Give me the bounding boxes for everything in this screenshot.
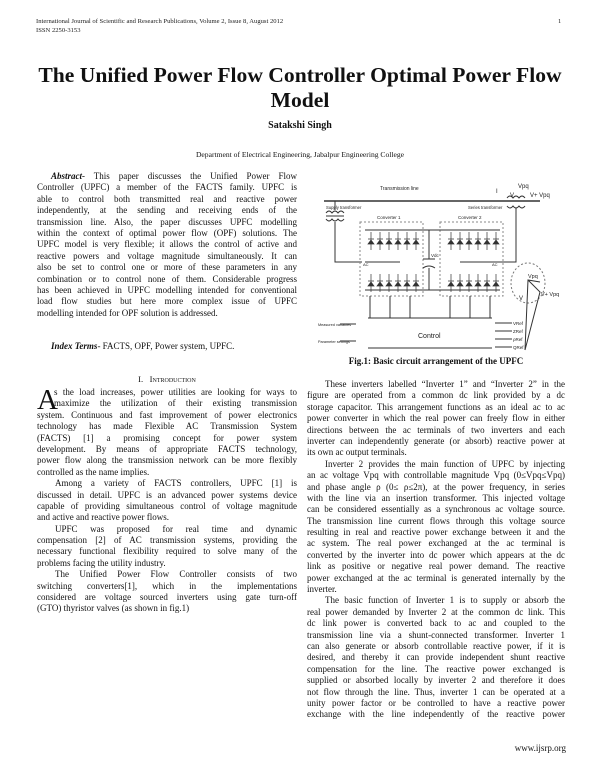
abstract-line: combination or to control none of them. Considerable progress xyxy=(37,273,297,284)
paragraph-line: power exchanged at the ac terminal is generated internally by the xyxy=(307,572,565,583)
paragraph-line: (FACTS) [1] a promising concept for power system xyxy=(37,432,297,443)
diode-icon xyxy=(475,232,481,250)
paragraph-line: The basic function of Inverter 1 is to supply or absorb the xyxy=(325,595,565,606)
paragraph-line: system. Continuous and fast improvement of power electronics xyxy=(37,409,297,420)
diode-icon xyxy=(484,232,490,250)
abstract-line: has been achieved in UPFC modelling intended for conventional xyxy=(37,284,297,295)
diode-icon xyxy=(475,274,481,292)
paragraph-line: The Unified Power Flow Controller consists of two xyxy=(55,569,297,580)
paragraph-line: an ac voltage Vpq with controllable magnitude Vpq (0≤Vpq≤Vpq) xyxy=(307,470,565,481)
diode-icon xyxy=(466,274,472,292)
paragraph-line: with the line via an insertion transformer. This injected voltage xyxy=(307,492,565,503)
diode-icon xyxy=(386,232,392,250)
paragraph-line: s the load increases, power utilities are looking for ways to xyxy=(54,387,297,397)
paragraph-line: (GTO) thyristor valves (as shown in fig.1) xyxy=(37,603,190,614)
abstract-line: transmission line. Also, the paper discusses UPFC modelling xyxy=(37,216,297,227)
diode-icon xyxy=(368,232,374,250)
paragraph-line: switching converters[1], which in the implementations xyxy=(37,580,297,591)
paragraph-line: capable of providing simultaneous control of voltage magnitude xyxy=(37,500,297,511)
paragraph-line: power flow along the transmission network can be more flexibly xyxy=(37,455,297,466)
drop-cap: A xyxy=(37,384,58,416)
index-terms-label: Index Terms xyxy=(51,341,98,351)
diode-icon xyxy=(493,232,499,250)
paragraph-line: can be considered essentially as a synchronous ac voltage source. xyxy=(307,504,565,515)
paragraph-line: supplied or absorbed locally by inverter 2 and therefore it does xyxy=(307,675,565,686)
paragraph-line: controlled as the name implies. xyxy=(37,466,150,477)
paragraph-line: and active and reactive power flows. xyxy=(37,512,169,523)
paragraph-line: The transmission line current flows through this voltage source xyxy=(307,515,565,526)
paragraph-line: These inverters labelled “Inverter 1” and “Inverter 2” in the xyxy=(325,379,565,389)
paper-title-line-1: The Unified Power Flow Controller Optimal Power Flow xyxy=(38,63,562,87)
phasor-sum-label: V+ Vpq xyxy=(541,292,560,298)
parameter-settings-label: Parameter settings xyxy=(318,340,350,344)
paragraph-line: and phase angle ρ (0≤ ρ≤2π), at the power frequency, in series xyxy=(307,481,565,492)
paragraph-line: resulting in real and reactive power exchange between it and the xyxy=(307,527,565,538)
diode-icon xyxy=(457,232,463,250)
abstract-label: Abstract- xyxy=(51,171,86,181)
affiliation: Department of Electrical Engineering, Jabalpur Engineering College xyxy=(195,150,405,159)
rho-ref-label: ρRef xyxy=(513,337,523,342)
index-terms-text: - FACTS, OPF, Power system, UPFC. xyxy=(97,341,235,351)
control-label: Control xyxy=(418,333,441,340)
paragraph-line: Among a variety of FACTS controllers, UPFC [1] is xyxy=(55,478,297,489)
diode-icon xyxy=(466,232,472,250)
paragraph-line: figure are operated from a common dc link provided by a dc xyxy=(307,390,565,401)
issn: ISSN 2250-3153 xyxy=(36,27,81,34)
paragraph-line: directions between the ac terminals of two inverters and each xyxy=(307,424,565,435)
abstract-line: also be set to control one or more of these parameters in any xyxy=(37,262,297,273)
transmission-line-label: Transmission line xyxy=(380,186,419,192)
paragraph-line: Inverter 2 provides the main function of UPFC by injecting xyxy=(325,458,565,469)
z-ref-label: ZRef xyxy=(513,329,523,334)
paragraph-line: desired, and thereby it can provide independent shunt reactive xyxy=(307,652,565,663)
paragraph-line: dc link power is converted back to ac and coupled to the xyxy=(307,618,565,629)
v-plus-vpq-label: V+ Vpq xyxy=(530,193,550,199)
diode-icon xyxy=(493,274,499,292)
phasor-vpq-label: Vpq xyxy=(528,274,538,280)
q-ref-label: QRef xyxy=(513,345,524,350)
paragraph-line: UPFC was proposed for real time and dynamic xyxy=(55,523,297,534)
right-column-body xyxy=(307,379,565,721)
paragraph-line: development. By means of appropriate FACTS technology, xyxy=(37,443,297,454)
series-transformer-label: Series transformer xyxy=(468,205,503,210)
paragraph-line: can also generate or absorb controllable reactive power, if it is xyxy=(307,640,565,651)
diode-icon xyxy=(386,274,392,292)
abstract-text: This paper discusses the Unified Power Flow xyxy=(85,171,297,181)
converter-2-label: Converter 2 xyxy=(458,215,482,220)
diode-icon xyxy=(404,274,410,292)
v-ref-label: VRef xyxy=(513,321,524,326)
paragraph-line: discussed in detail. UPFC is an advanced power systems device xyxy=(37,489,297,500)
measured-variables-label: Measured variables xyxy=(318,323,352,327)
paragraph-line: real power demanded by Inverter 2 at the common dc link. This xyxy=(307,606,565,617)
paragraph-line: considered are voltage sourced inverters using gate turn-off xyxy=(37,592,297,603)
diode-icon xyxy=(395,274,401,292)
paragraph-line: storage capacitor. This arrangement functions as an ideal ac to ac xyxy=(307,401,565,412)
paragraph-line: transmission line via a shunt-connected transformer. Inverter 1 xyxy=(307,629,565,640)
abstract-line: modelling intended for OPF solution is addressed. xyxy=(37,307,218,318)
paragraph-line: technology has made Flexible AC Transmission System xyxy=(37,421,297,432)
section-number: I. xyxy=(138,374,144,384)
paragraph-line: unity power factor or be controlled to have a reactive power xyxy=(307,697,565,708)
diode-icon xyxy=(377,232,383,250)
section-title: Introduction xyxy=(149,374,196,384)
abstract-line: independently, at the sending and receiving ends of the xyxy=(37,205,297,216)
diode-icon xyxy=(395,232,401,250)
paragraph-line: power converter in which the real power can freely flow in either xyxy=(307,413,565,424)
diode-icon xyxy=(404,232,410,250)
paper-title-line-2: Model xyxy=(270,88,330,112)
paragraph-line: exchange with the line independently of the reactive power xyxy=(307,709,565,720)
journal-header: International Journal of Scientific and Research Publications, Volume 2, Issue 8, August 2012 xyxy=(36,18,284,25)
paragraph-line: maximize the utilization of their existing transmission xyxy=(54,398,297,409)
journal-website: www.ijsrp.org xyxy=(514,743,566,753)
abstract-line: able to control both transmitted real and reactive power xyxy=(37,193,297,204)
diode-icon xyxy=(377,274,383,292)
abstract-line: UPFC model is very flexible; it allows the control of active and xyxy=(37,239,297,250)
diode-icon xyxy=(448,274,454,292)
reference-arrows xyxy=(495,323,512,347)
paragraph-line: compensation for the line. The reactive power exchanged is xyxy=(307,663,565,674)
page-number: 1 xyxy=(558,18,562,25)
paragraph-line: its own ac output terminals. xyxy=(307,447,407,458)
diode-icon xyxy=(457,274,463,292)
diode-icon xyxy=(413,274,419,292)
figure-caption: Fig.1: Basic circuit arrangement of the UPFC xyxy=(348,356,524,366)
phasor-diagram xyxy=(525,280,540,350)
ac-1-label: AC xyxy=(363,262,369,267)
abstract-line: within the context of optimal power flow (OPF) solutions. The xyxy=(37,227,297,238)
vpq-label: Vpq xyxy=(518,184,529,190)
converter-1-label: Converter 1 xyxy=(377,215,401,220)
abstract-line: load flow studies but here more complex issue of UPFC xyxy=(37,296,297,307)
paragraph-line: problems facing the utility industry. xyxy=(37,557,166,568)
paragraph-line: ac system. The real power exchanged at the ac terminal is xyxy=(307,538,565,549)
vdc-label: Vdc xyxy=(431,253,439,258)
diode-icon xyxy=(368,274,374,292)
paragraph-line: compensation [2] of AC transmission systems, providing the xyxy=(37,535,297,546)
paragraph-line: link as positive or negative real power demand. The reactive xyxy=(307,561,565,572)
supply-transformer-icon xyxy=(326,211,344,221)
abstract-line: reactive powers and voltage magnitude simultaneously. It can xyxy=(37,250,297,261)
current-label: I xyxy=(496,189,498,195)
abstract-line: Controller (UPFC) a member of the FACTS family. UPFC is xyxy=(37,182,297,193)
author-name: Satakshi Singh xyxy=(268,120,332,131)
paragraph-line: not flow through the line. Thus, inverter 1 can be operated at a xyxy=(307,686,565,697)
capacitor-plate xyxy=(423,266,435,268)
paragraph-line: inverter. xyxy=(307,584,337,595)
diode-icon xyxy=(448,232,454,250)
supply-transformer-label: Supply transformer xyxy=(326,205,362,210)
v-label: V xyxy=(510,193,515,199)
paragraph-line: inverter can independently generate (or absorb) reactive power at xyxy=(307,435,565,446)
paragraph-line: converted by the inverter into dc power which appears at the dc xyxy=(307,549,565,560)
diode-icon xyxy=(484,274,490,292)
diode-icon xyxy=(413,232,419,250)
ac-2-label: AC xyxy=(492,262,498,267)
paragraph-line: necessary functional flexibility required to solve many of the xyxy=(37,546,297,557)
phasor-v-label: V xyxy=(519,296,524,302)
